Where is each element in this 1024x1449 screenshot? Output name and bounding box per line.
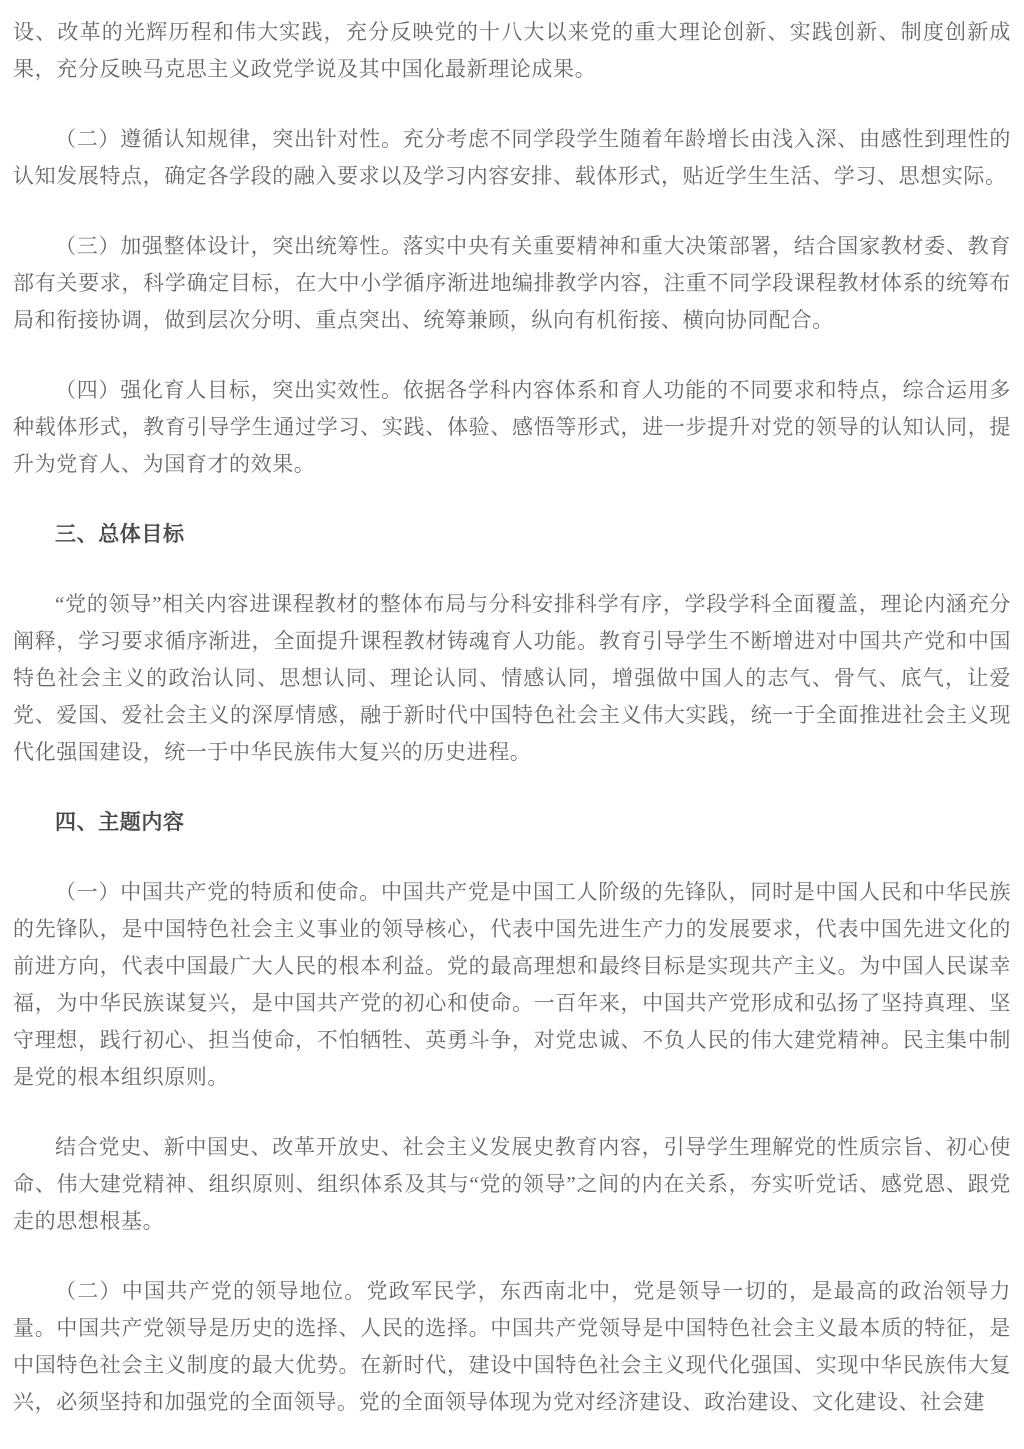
paragraph-theme-2: （二）中国共产党的领导地位。党政军民学，东西南北中，党是领导一切的，是最高的政治领导力量。中国共产党领导是历史的选择、人民的选择。中国共产党领导是中国特色社会主义最本质的特征，是中国特色社会主义制度的最大优势。在新时代，建设中国特色社会主义现代化强国、实现中华民族伟大复兴，必须坚持和加强党的全面领导。党的全面领导体现为党对经济建设、政治建设、文化建设、社会建 — [13, 1279, 1011, 1414]
section-heading-overall-goals: 三、总体目标 — [55, 522, 185, 546]
paragraph-principle-3: （三）加强整体设计，突出统筹性。落实中央有关重要精神和重大决策部署，结合国家教材委、教育部有关要求，科学确定目标，在大中小学循序渐进地编排教学内容，注重不同学段课程教材体系的统筹布局和衔接协调，做到层次分明、重点突出、统筹兼顾，纵向有机衔接、横向协同配合。 — [13, 234, 1011, 332]
paragraph-principle-4: （四）强化育人目标，突出实效性。依据各学科内容体系和育人功能的不同要求和特点，综合运用多种载体形式，教育引导学生通过学习、实践、体验、感悟等形式，进一步提升对党的领导的认知认同，提升为党育人、为国育才的效果。 — [13, 378, 1011, 476]
paragraph-theme-1-history: 结合党史、新中国史、改革开放史、社会主义发展史教育内容，引导学生理解党的性质宗旨、初心使命、伟大建党精神、组织原则、组织体系及其与“党的领导”之间的内在关系，夯实听党话、感党恩、跟党走的思想根基。 — [13, 1135, 1011, 1233]
paragraph-theme-1: （一）中国共产党的特质和使命。中国共产党是中国工人阶级的先锋队，同时是中国人民和中华民族的先锋队，是中国特色社会主义事业的领导核心，代表中国先进生产力的发展要求，代表中国先进文化的前进方向，代表中国最广大人民的根本利益。党的最高理想和最终目标是实现共产主义。为中国人民谋幸福，为中华民族谋复兴，是中国共产党的初心和使命。一百年来，中国共产党形成和弘扬了坚持真理、坚守理想，践行初心、担当使命，不怕牺牲、英勇斗争，对党忠诚、不负人民的伟大建党精神。民主集中制是党的根本组织原则。 — [13, 880, 1011, 1089]
paragraph-continuation: 设、改革的光辉历程和伟大实践，充分反映党的十八大以来党的重大理论创新、实践创新、制度创新成果，充分反映马克思主义政党学说及其中国化最新理论成果。 — [13, 20, 1011, 81]
paragraph-principle-2: （二）遵循认知规律，突出针对性。充分考虑不同学段学生随着年龄增长由浅入深、由感性到理性的认知发展特点，确定各学段的融入要求以及学习内容安排、载体形式，贴近学生生活、学习、思想实际。 — [13, 127, 1011, 188]
section-heading-theme-content: 四、主题内容 — [55, 810, 185, 834]
paragraph-overall-goals: “党的领导”相关内容进课程教材的整体布局与分科安排科学有序，学段学科全面覆盖，理论内涵充分阐释，学习要求循序渐进，全面提升课程教材铸魂育人功能。教育引导学生不断增进对中国共产党和中国特色社会主义的政治认同、思想认同、理论认同、情感认同，增强做中国人的志气、骨气、底气，让爱党、爱国、爱社会主义的深厚情感，融于新时代中国特色社会主义伟大实践，统一于全面推进社会主义现代化强国建设，统一于中华民族伟大复兴的历史进程。 — [13, 592, 1011, 764]
